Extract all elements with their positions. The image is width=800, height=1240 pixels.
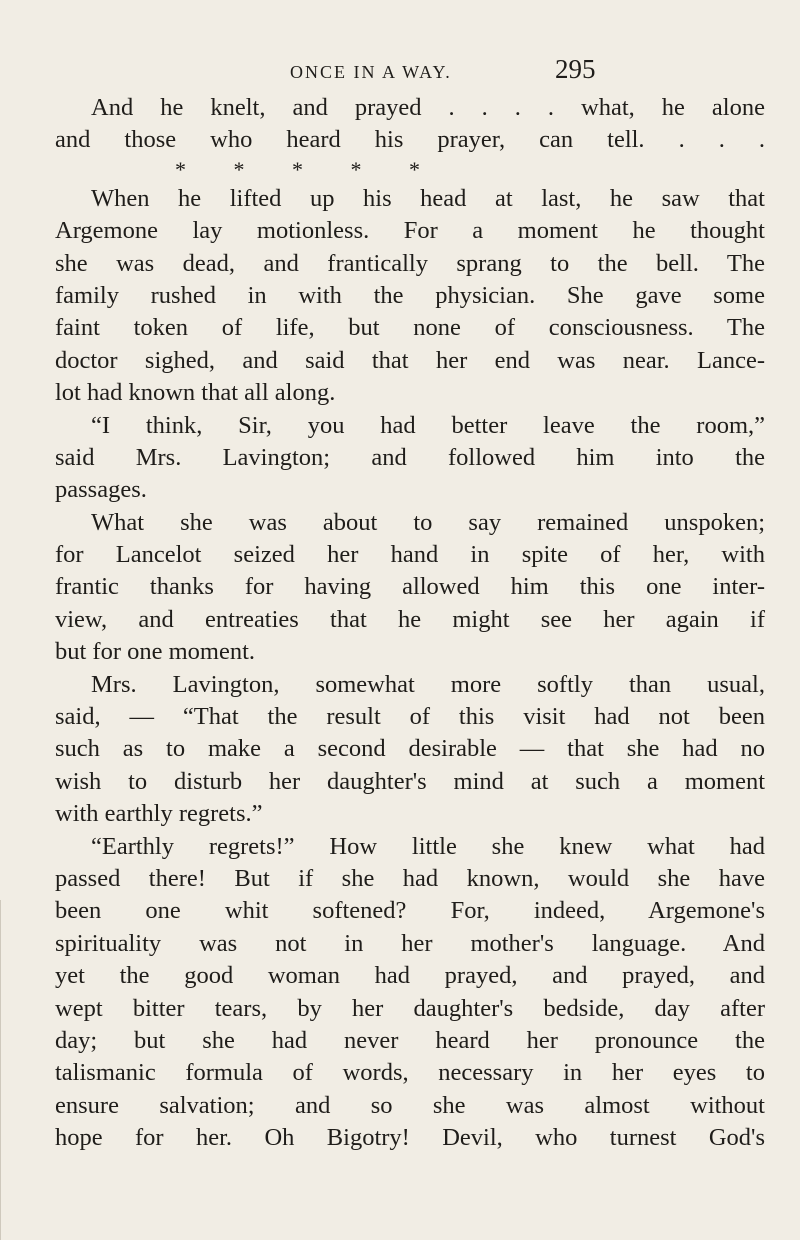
text-line: day; but she had never heard her pronounce the — [55, 1026, 765, 1054]
text-line: such as to make a second desirable — that she had no — [55, 735, 765, 763]
text-line: and those who heard his prayer, can tell. . . . — [55, 126, 765, 154]
text-line: spirituality was not in her mother's language. And — [55, 929, 765, 957]
text-line: faint token of life, but none of consciousness. The — [55, 314, 765, 342]
text-line: but for one moment. — [55, 638, 256, 666]
text-line: hope for her. Oh Bigotry! Devil, who turnest God's — [55, 1124, 765, 1152]
text-line: view, and entreaties that he might see her again if — [55, 605, 765, 633]
text-line: yet the good woman had prayed, and prayed, and — [55, 962, 765, 990]
text-line: ensure salvation; and so she was almost without — [55, 1091, 765, 1119]
text-line: wish to disturb her daughter's mind at such a moment — [55, 767, 765, 795]
text-line: she was dead, and frantically sprang to the bell. The — [55, 249, 765, 277]
text-line: talismanic formula of words, necessary in her eyes to — [55, 1059, 765, 1087]
text-line: frantic thanks for having allowed him this one inter- — [55, 573, 765, 601]
section-break-asterisks: * * * * * — [175, 156, 420, 182]
text-line: Argemone lay motionless. For a moment he thought — [55, 217, 765, 245]
running-head — [0, 50, 800, 90]
text-line: for Lancelot seized her hand in spite of her, with — [55, 541, 765, 569]
text-line: passed there! But if she had known, would she have — [55, 864, 765, 892]
page-edge-shadow — [0, 900, 5, 1240]
text-line: And he knelt, and prayed . . . . what, he alone — [91, 94, 765, 121]
page-number: 295 — [555, 54, 596, 84]
text-line: wept bitter tears, by her daughter's bedside, day after — [55, 994, 765, 1022]
text-line: When he lifted up his head at last, he saw that — [91, 184, 765, 212]
body-text — [55, 92, 765, 1155]
text-line: “Earthly regrets!” How little she knew what had — [91, 832, 765, 860]
running-title: ONCE IN A WAY. — [290, 62, 452, 82]
text-line: said Mrs. Lavington; and followed him into the — [55, 443, 765, 471]
text-line: lot had known that all along. — [55, 379, 336, 407]
text-line: been one whit softened? For, indeed, Argemone's — [55, 897, 765, 925]
text-line: said, — “That the result of this visit had not been — [55, 703, 765, 731]
text-line: Mrs. Lavington, somewhat more softly than usual, — [91, 670, 765, 698]
text-line: “I think, Sir, you had better leave the room,” — [91, 411, 765, 439]
text-line: What she was about to say remained unspoken; — [91, 508, 765, 536]
text-line: passages. — [55, 476, 147, 504]
text-line: family rushed in with the physician. She gave some — [55, 281, 765, 309]
text-line: doctor sighed, and said that her end was near. Lance- — [55, 346, 765, 374]
text-line: with earthly regrets.” — [55, 800, 263, 828]
